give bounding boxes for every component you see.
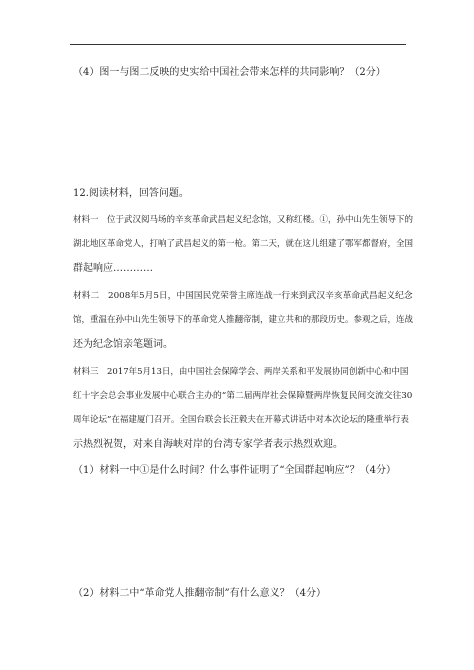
- sub-question-1: （1）材料一中①是什么时间？什么事件证明了“全国群起响应”？（4分）: [73, 465, 396, 476]
- question-12-heading: 12.阅读材料，回答问题。: [73, 188, 189, 199]
- header-rule: [70, 44, 406, 45]
- material-2-line-2: 馆，重温在孙中山先生领导下的革命党人推翻帝制，建立共和的那段历史。参观之后，连战: [73, 315, 414, 325]
- sub-question-2: （2）材料二中“革命党人推翻帝制”有什么意义？（4分）: [73, 588, 326, 599]
- material-3-line-2: 红十字会总会事业发展中心联合主办的“第二届两岸社会保障暨两岸恢复民间交流交往30: [73, 391, 413, 401]
- question-4: （4）图一与图二反映的史实给中国社会带来怎样的共同影响？（2分）: [73, 67, 386, 78]
- material-1-line-3: 群起响应…………: [73, 263, 153, 274]
- material-2-line-3: 还为纪念馆亲笔题词。: [73, 339, 173, 350]
- material-3-line-3: 周年论坛”在福建厦门召开。全国台联会长汪毅夫在开幕式讲话中对本次论坛的隆重举行表: [73, 415, 409, 425]
- material-1-line-1: 材料一 位于武汉阅马场的辛亥革命武昌起义纪念馆，又称红楼。①，孙中山先生领导下的: [73, 215, 414, 225]
- material-2-line-1: 材料二 2008年5月5日，中国国民党荣誉主席连战一行来到武汉辛亥革命武昌起义纪念: [73, 291, 413, 301]
- material-1-line-2: 湖北地区革命党人，打响了武昌起义的第一枪。第二天，就在这儿组建了鄂军都督府，全国: [73, 239, 414, 249]
- material-3-line-4: 示热烈祝贺，对来自海峡对岸的台湾专家学者表示热烈欢迎。: [73, 439, 343, 450]
- material-3-line-1: 材料三 2017年5月13日，由中国社会保障学会、两岸关系和平发展协同创新中心和中国: [73, 367, 409, 377]
